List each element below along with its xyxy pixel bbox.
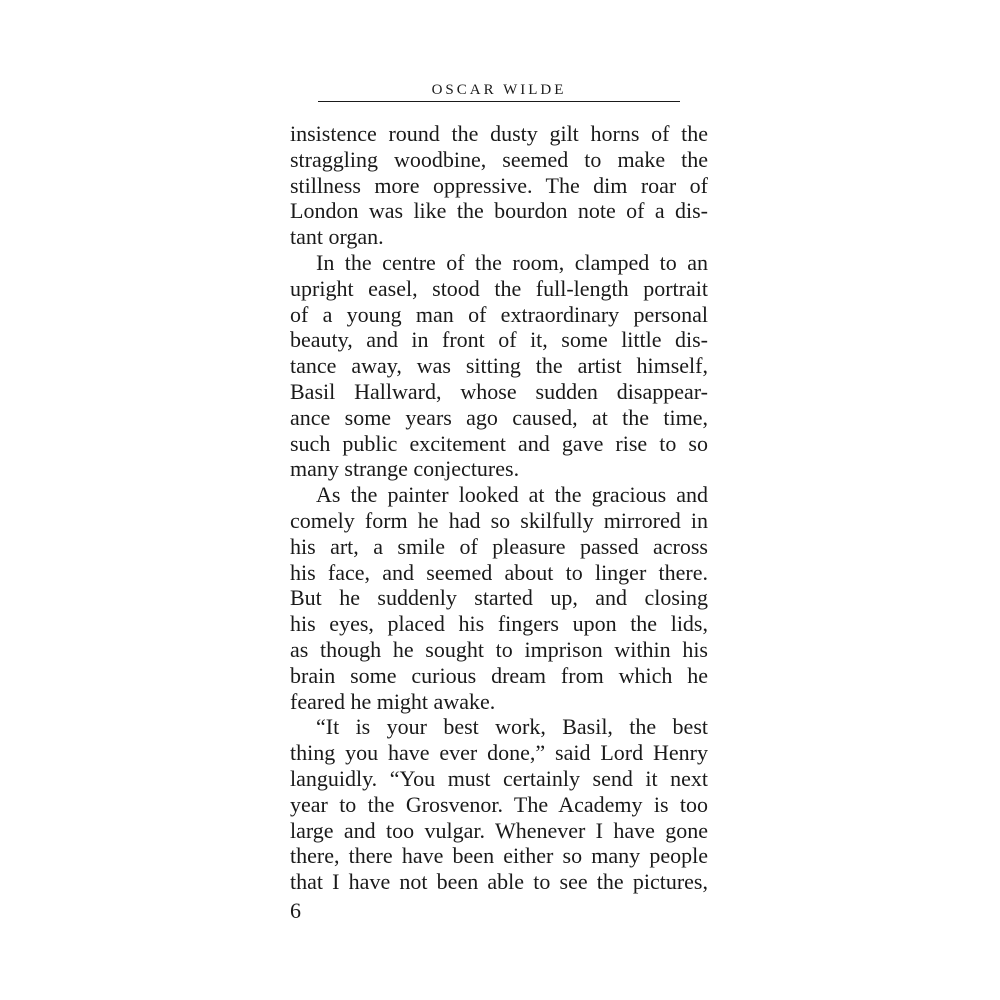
text-line: his eyes, placed his fingers upon the lids, (290, 611, 708, 637)
text-line: insistence round the dusty gilt horns of the (290, 121, 708, 146)
text-line: as though he sought to imprison within his (290, 636, 708, 662)
text-line: ance some years ago caused, at the time, (290, 404, 708, 430)
text-line: there, there have been either so many people (290, 843, 708, 869)
text-line: his face, and seemed about to linger there. (290, 559, 708, 585)
text-line: tant organ. (290, 224, 384, 250)
text-line: such public excitement and gave rise to so (290, 430, 708, 456)
text-line: beauty, and in front of it, some little dis- (290, 327, 708, 353)
text-line: many strange conjectures. (290, 456, 520, 482)
text-line: tance away, was sitting the artist himself, (290, 353, 708, 379)
text-line: comely form he had so skilfully mirrored in (290, 507, 708, 533)
text-line: In the centre of the room, clamped to an (316, 249, 708, 275)
text-line: his art, a smile of pleasure passed across (290, 533, 708, 559)
text-line: upright easel, stood the full-length portrait (290, 275, 708, 301)
header-rule (318, 101, 680, 102)
page-number: 6 (290, 898, 301, 923)
text-line: year to the Grosvenor. The Academy is too (290, 791, 708, 817)
text-line: London was like the bourdon note of a dis- (290, 198, 708, 224)
text-line: As the painter looked at the gracious and (316, 482, 708, 508)
text-line: that I have not been able to see the pictures, (290, 869, 708, 895)
text-line: But he suddenly started up, and closing (290, 585, 708, 611)
body-text (290, 121, 708, 895)
text-line: large and too vulgar. Whenever I have gone (290, 817, 708, 843)
text-line: thing you have ever done,” said Lord Henry (290, 740, 708, 766)
text-line: languidly. “You must certainly send it next (290, 765, 708, 791)
text-line: feared he might awake. (290, 688, 496, 714)
text-line: stillness more oppressive. The dim roar of (290, 172, 708, 198)
text-line: of a young man of extraordinary personal (290, 301, 708, 327)
text-line: straggling woodbine, seemed to make the (290, 146, 708, 172)
running-head: OSCAR WILDE (431, 82, 567, 98)
text-line: Basil Hallward, whose sudden disappear- (290, 378, 708, 404)
text-line: “It is your best work, Basil, the best (316, 714, 708, 740)
text-line: brain some curious dream from which he (290, 662, 708, 688)
